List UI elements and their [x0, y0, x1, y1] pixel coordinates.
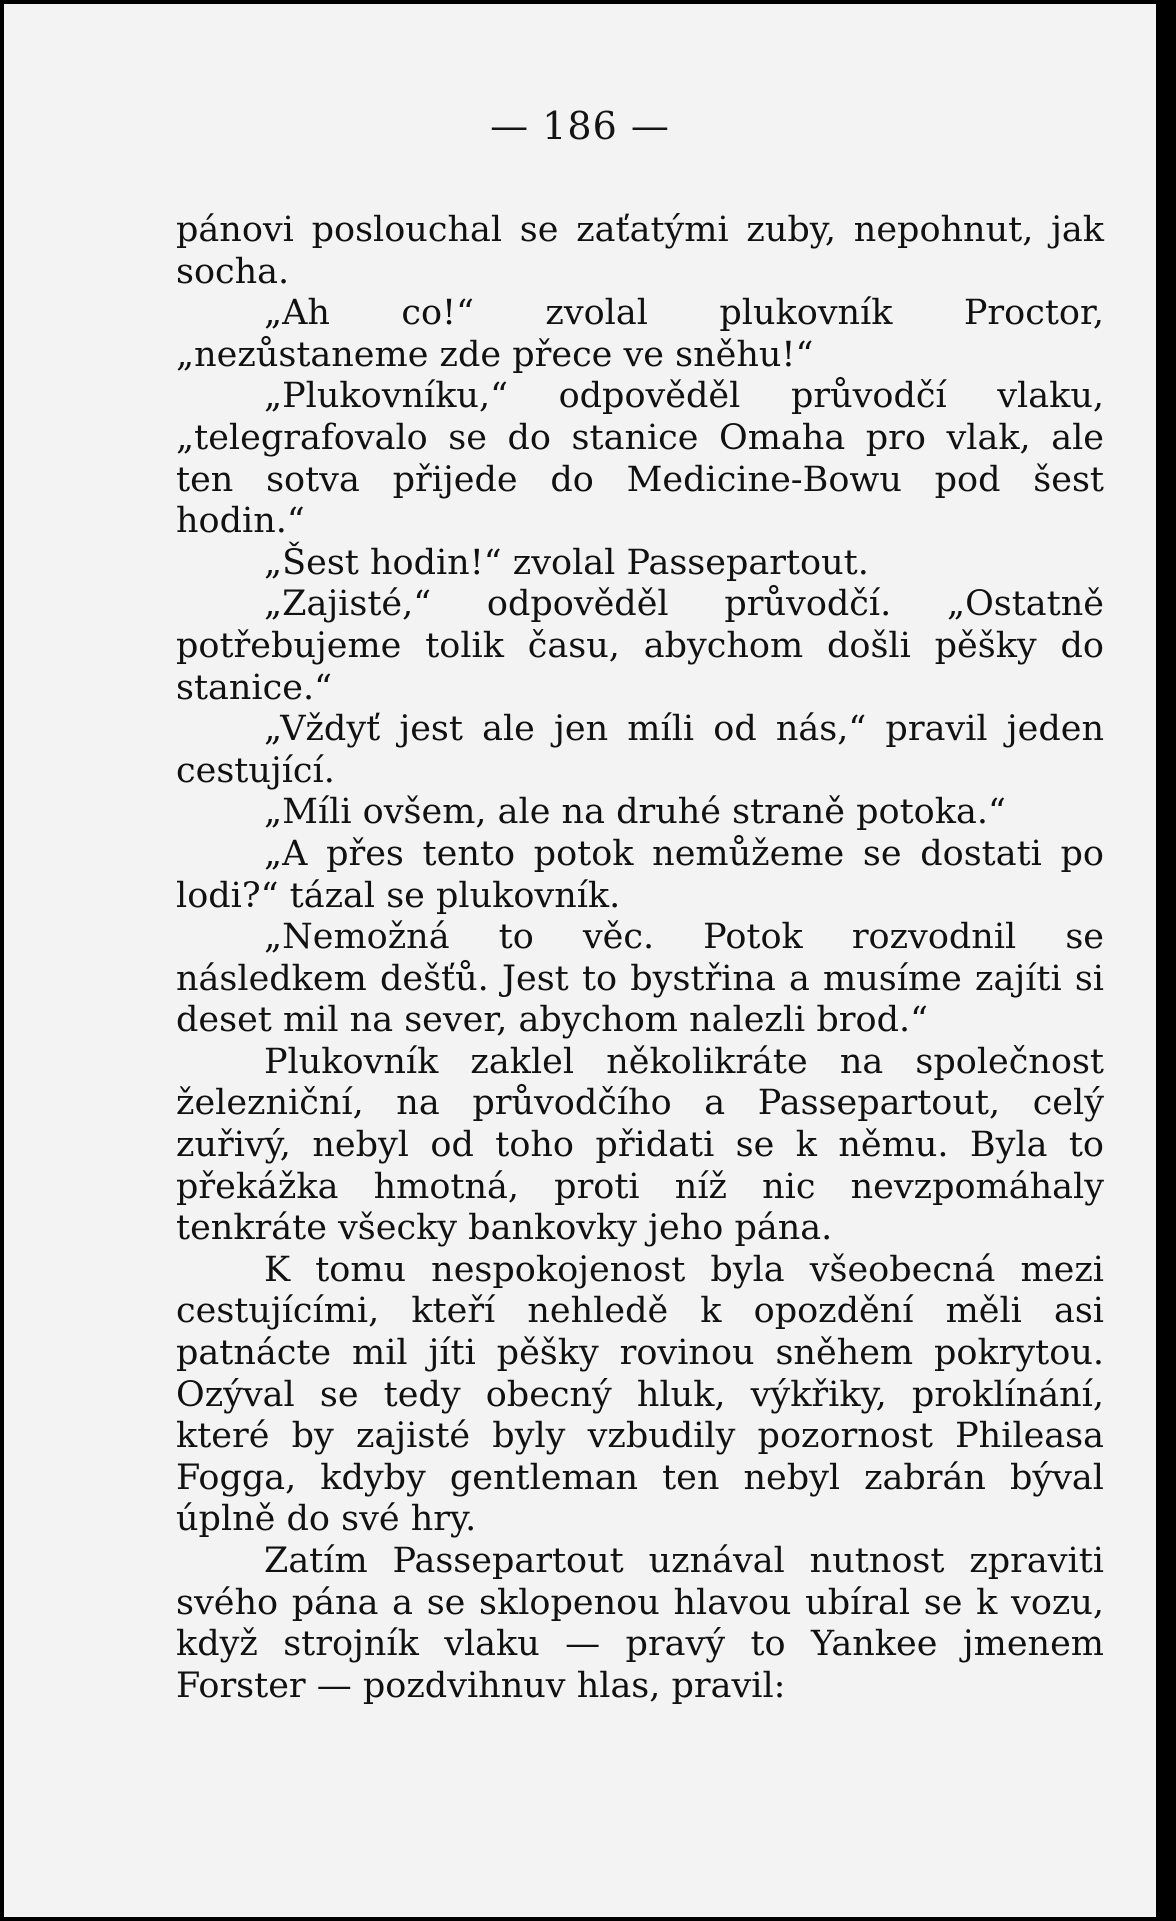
page-number: — 186 —	[490, 104, 670, 148]
paragraph: „A přes tento potok nemůžeme se dostati po lodi?“ tázal se plukovník.	[176, 833, 1104, 916]
paragraph: Plukovník zaklel několikráte na společnost železniční, na průvodčího a Passepartout, celý zuřivý, nebyl od toho přidati se k němu. Byla to překážka hmotná, proti níž nic nevzpomáhaly tenkráte všecky bankovky jeho pána.	[176, 1041, 1104, 1249]
paragraph: „Míli ovšem, ale na druhé straně potoka.“	[264, 792, 1006, 833]
paragraph: „Šest hodin!“ zvolal Passepartout.	[264, 542, 869, 583]
paragraph: „Plukovníku,“ odpověděl průvodčí vlaku, „telegrafovalo se do stanice Omaha pro vlak, ale ten sotva přijede do Medicine-Bowu pod šest hodin.“	[176, 376, 1104, 542]
paragraph: „Zajisté,“ odpověděl průvodčí. „Ostatně potřebujeme tolik času, abychom došli pěšky do stanice.“	[176, 584, 1104, 708]
paragraph: pánovi poslouchal se zaťatými zuby, nepohnut, jak socha.	[176, 210, 1104, 292]
paragraph: K tomu nespokojenost byla všeobecná mezi cestujícími, kteří nehledě k opozdění měli asi patnácte mil jíti pěšky rovinou sněhem pokrytou. Ozýval se tedy obecný hluk, výkřiky, proklínání, které by zajisté byly vzbudily pozornost Phileasa Fogga, kdyby gentleman ten nebyl zabrán býval úplně do své hry.	[176, 1249, 1104, 1540]
paragraph: „Vždyť jest ale jen míli od nás,“ pravil jeden cestující.	[176, 709, 1104, 791]
book-page	[4, 4, 1156, 1917]
paragraph: „Ah co!“ zvolal plukovník Proctor, „nezůstaneme zde přece ve sněhu!“	[176, 293, 1104, 375]
body-text	[176, 210, 1104, 1707]
paragraph: „Nemožná to věc. Potok rozvodnil se následkem dešťů. Jest to bystřina a musíme zajíti si deset mil na sever, abychom nalezli brod.“	[176, 917, 1104, 1041]
paragraph: Zatím Passepartout uznával nutnost zpraviti svého pána a se sklopenou hlavou ubíral se k vozu, když strojník vlaku — pravý to Yankee jmenem Forster — pozdvihnuv hlas, pravil:	[176, 1541, 1104, 1706]
